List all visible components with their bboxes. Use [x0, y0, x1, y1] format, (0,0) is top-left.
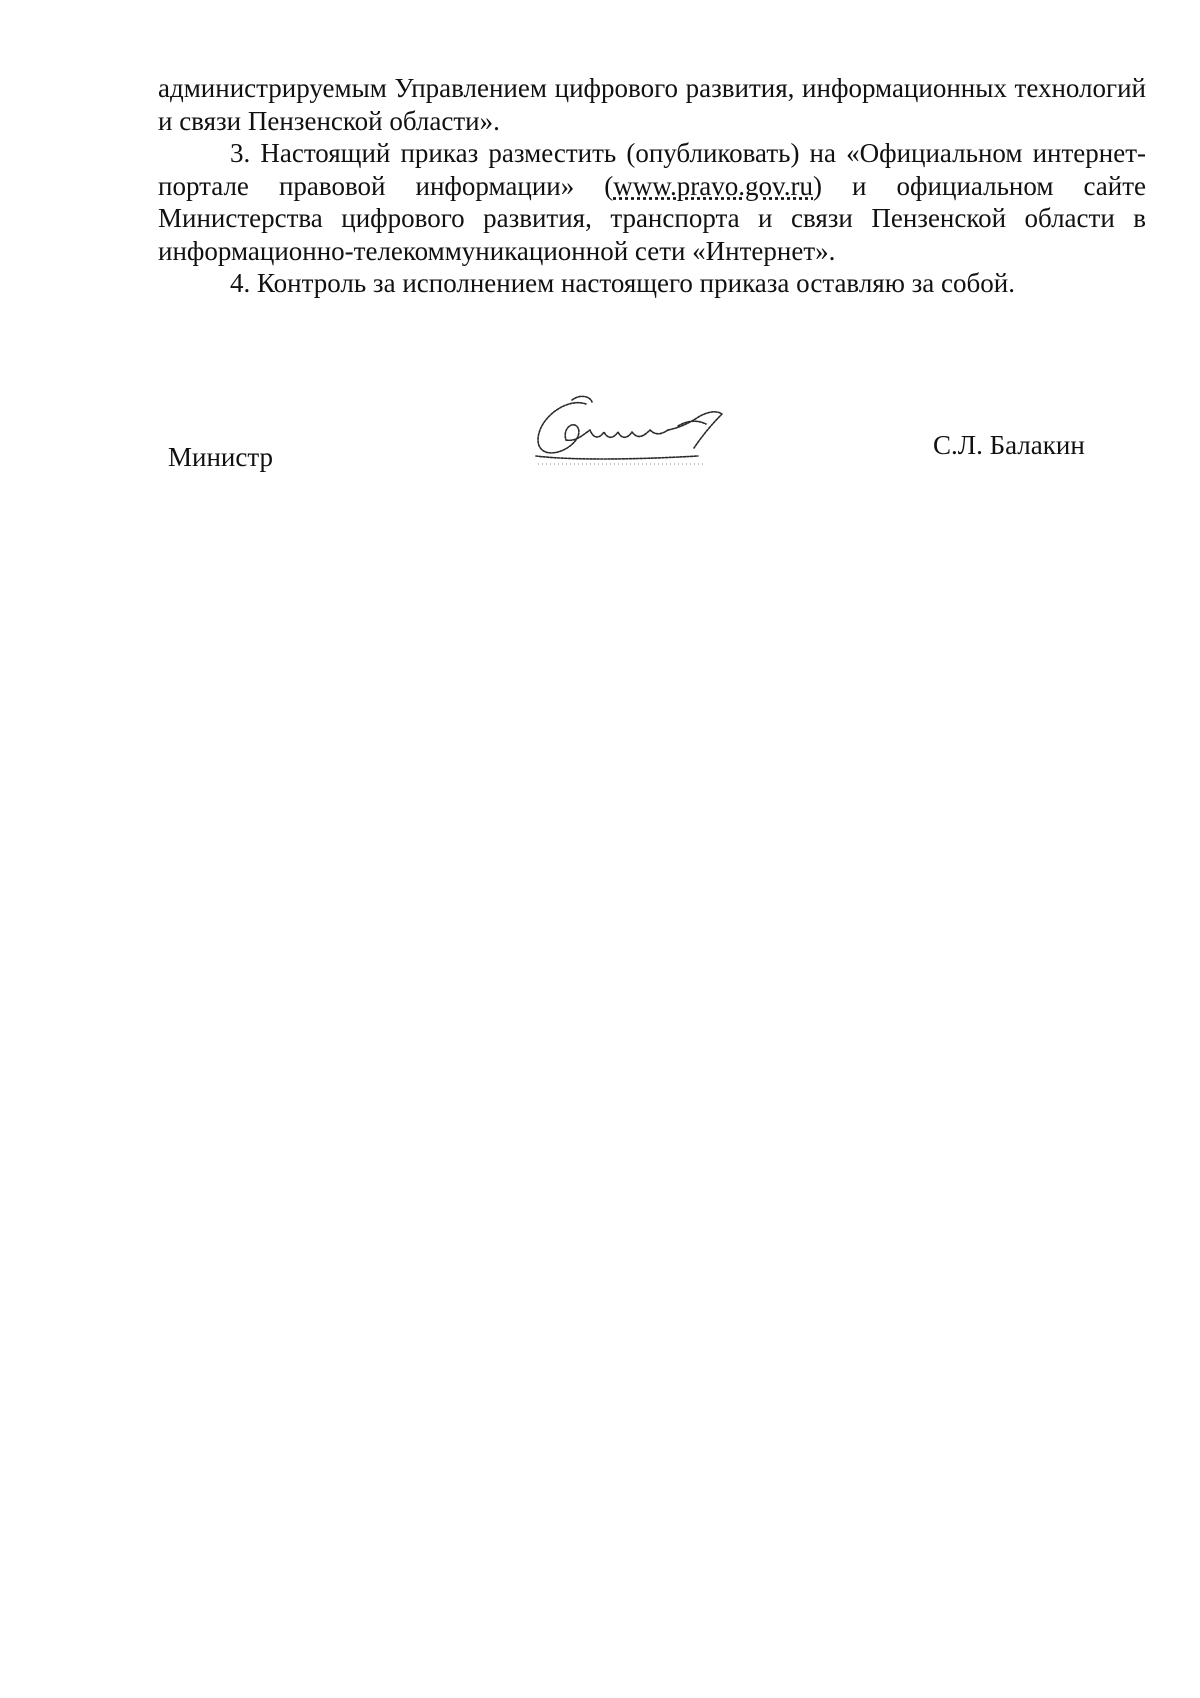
item-3-text-start: 3. Настоящий приказ разместить (опубликовать) на «Официальном интернет-портале правовой информации» ( — [158, 138, 1146, 201]
paragraph-item-4: 4. Контроль за исполнением настоящего приказа оставляю за собой. — [230, 268, 1015, 298]
item-3-text-end: ) и официальном сайте Министерства цифрового развития, транспорта и связи Пензенской области в информационно-телекоммуникационной сети «Интернет». — [158, 170, 1146, 266]
signer-position: Министр — [168, 442, 273, 472]
signature-block — [0, 380, 1200, 480]
paragraph-continuation: администрируемым Управлением цифрового развития, информационных технологий и связи Пензенской области». — [158, 73, 1146, 136]
paragraph-item-3 — [158, 137, 1146, 267]
pravo-gov-link[interactable]: www.pravo.gov.ru — [613, 170, 813, 201]
handwritten-signature — [528, 390, 734, 472]
document-body — [158, 72, 1146, 300]
signer-name: С.Л. Балакин — [933, 430, 1085, 460]
